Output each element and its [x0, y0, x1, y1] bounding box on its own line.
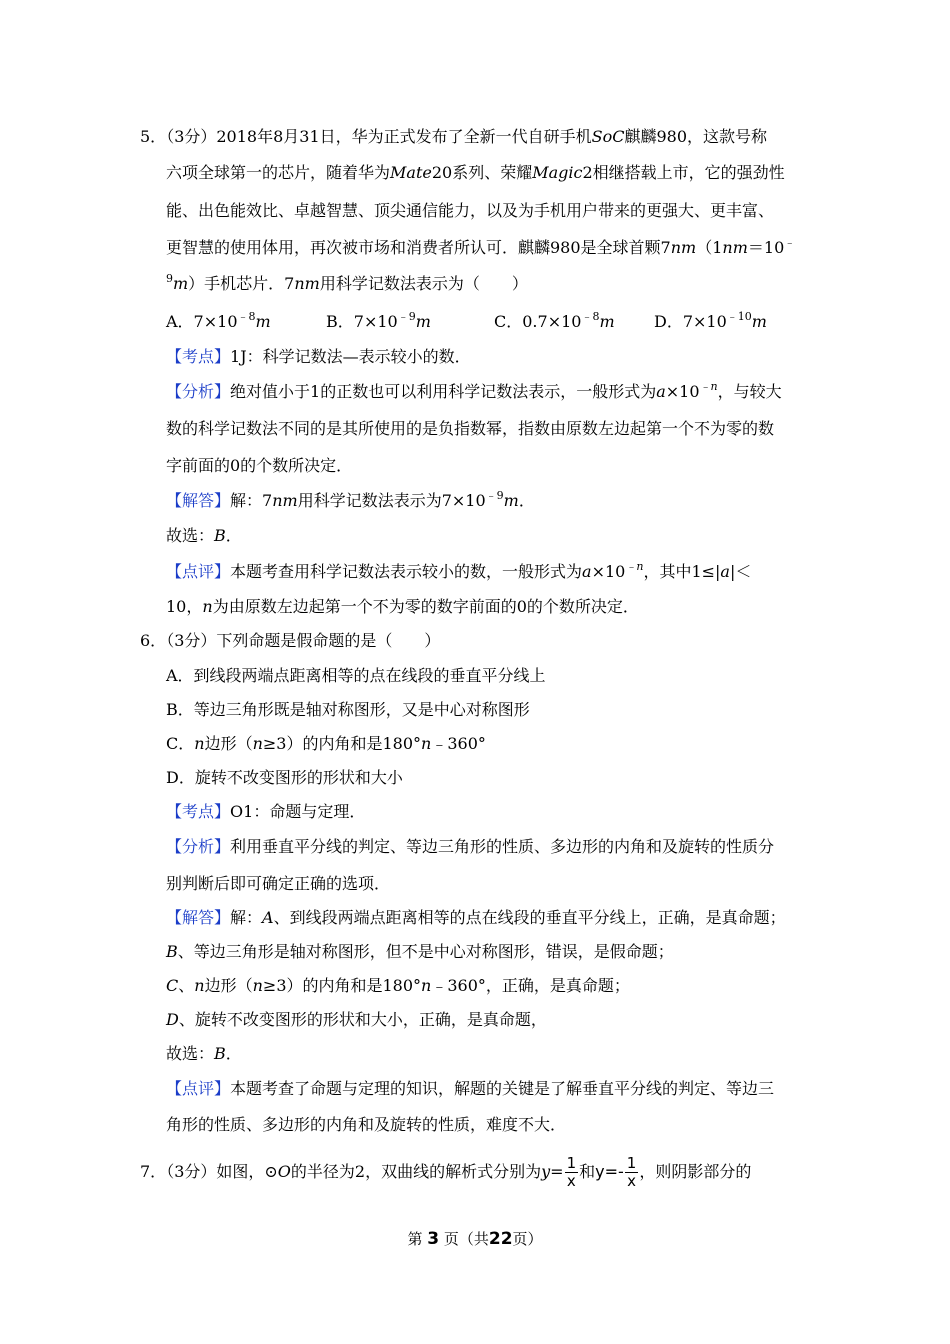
- q5-jieda: [0, 490, 950, 512]
- q5-nm: nm: [294, 274, 320, 293]
- q6-option-d[interactable]: [0, 767, 950, 789]
- fenxi-text: 别判断后即可确定正确的选项．: [166, 874, 391, 893]
- q5-option-d[interactable]: [654, 311, 767, 333]
- kaodian-tag: 【考点】: [166, 347, 231, 366]
- jieda-text: 用科学记数法表示为7×10: [297, 491, 486, 510]
- var-n: n: [202, 597, 213, 616]
- var-n: n: [421, 976, 432, 995]
- option-label: B．7×10: [326, 312, 398, 331]
- jieda-text: 解：7: [230, 491, 273, 510]
- q6-jieda-4: [0, 1009, 950, 1031]
- period: ．: [225, 1044, 242, 1063]
- dianping-text: 10，: [166, 597, 203, 616]
- q5-mate: Mate: [390, 163, 432, 182]
- var-D: D: [166, 1010, 179, 1029]
- kaodian-text: O1：命题与定理．: [230, 802, 366, 821]
- question-number: 5．: [140, 127, 167, 146]
- dianping-text: ，其中1≤|: [643, 562, 721, 581]
- q5-line-5: [0, 273, 950, 295]
- option-label: A．7×10: [166, 312, 238, 331]
- q5-text: （1: [696, 238, 723, 257]
- q5-text: 用科学记数法表示为（ ）: [319, 274, 528, 293]
- option-unit: m: [255, 312, 271, 331]
- fraction-numerator: 1: [566, 1154, 577, 1172]
- question-score: （3分）: [166, 127, 217, 146]
- fenxi-tag: 【分析】: [166, 382, 231, 401]
- q5-line-2: [0, 162, 950, 184]
- option-unit: m: [599, 312, 615, 331]
- option-text: 边形（: [204, 734, 253, 753]
- q5-kaodian: [0, 346, 950, 368]
- question-score: （3分）: [166, 631, 217, 650]
- page-footer: [0, 1228, 950, 1249]
- q5-text: 麒麟980，这款号称: [624, 127, 768, 146]
- question-number: 7．: [140, 1162, 167, 1181]
- q6-jieda-3: [0, 975, 950, 997]
- q6-stem: [0, 630, 950, 652]
- q6-jieda-1: [0, 907, 950, 929]
- q5-text: 能、出色能效比、卓越智慧、顶尖通信能力，以及为手机用户带来的更强大、更丰富、: [166, 201, 775, 220]
- jieda-text: 、等边三角形是轴对称图形，但不是中心对称图形，错误，是假命题；: [177, 942, 674, 961]
- q5-line-4: [0, 237, 950, 259]
- var-n: n: [194, 734, 205, 753]
- option-label: D．7×10: [654, 312, 727, 331]
- var-n: n: [252, 734, 263, 753]
- footer-text: 页（共: [443, 1230, 489, 1248]
- var-n: n: [421, 734, 432, 753]
- dianping-text: |＜: [729, 562, 752, 581]
- q5-guxuan: [0, 525, 950, 547]
- period: ．: [225, 526, 242, 545]
- q5-text: ）手机芯片．7: [188, 274, 295, 293]
- q6-option-a[interactable]: [0, 665, 950, 687]
- option-text: ≥3）的内角和是180°: [262, 734, 422, 753]
- question-score: （3分）: [166, 1162, 217, 1181]
- q5-line-3: [0, 200, 950, 222]
- fraction-1-over-x: [625, 1155, 639, 1190]
- option-text: D．旋转不改变图形的形状和大小: [166, 768, 403, 787]
- q6-dianping-2: [0, 1114, 950, 1136]
- dianping-text: 本题考查了命题与定理的知识，解题的关键是了解垂直平分线的判定、等边三: [230, 1079, 775, 1098]
- guxuan-text: 故选：: [166, 1044, 215, 1063]
- q5-soc: SoC: [591, 127, 625, 146]
- fenxi-text: ，与较大: [717, 382, 782, 401]
- guxuan-text: 故选：: [166, 526, 215, 545]
- jieda-text: ．: [518, 491, 535, 510]
- fenxi-text: 字前面的0的个数所决定．: [166, 456, 353, 475]
- q5-text: 2相继搭载上市，它的强劲性: [582, 163, 785, 182]
- fraction-numerator: 1: [626, 1154, 637, 1172]
- fenxi-tag: 【分析】: [166, 837, 231, 856]
- var-C: C: [166, 976, 179, 995]
- var-B: B: [166, 942, 178, 961]
- fenxi-text: 绝对值小于1的正数也可以利用科学记数法表示，一般形式为: [230, 382, 657, 401]
- q7-text: 的半径为2，双曲线的解析式分别为: [290, 1162, 542, 1181]
- q5-option-a[interactable]: [166, 311, 326, 333]
- option-text: A．到线段两端点距离相等的点在线段的垂直平分线上: [166, 666, 546, 685]
- jieda-tag: 【解答】: [166, 491, 231, 510]
- q5-m: m: [503, 491, 519, 510]
- jieda-text: 、到线段两端点距离相等的点在线段的垂直平分线上，正确，是真命题；: [273, 908, 786, 927]
- option-unit: m: [415, 312, 431, 331]
- exp-neg-n: ﹣n: [699, 380, 718, 393]
- var-n: n: [252, 976, 263, 995]
- fraction-denominator: x: [627, 1172, 636, 1190]
- jieda-tag: 【解答】: [166, 908, 231, 927]
- q6-guxuan: [0, 1043, 950, 1065]
- dianping-tag: 【点评】: [166, 562, 231, 581]
- question-number: 6．: [140, 631, 167, 650]
- q6-fenxi-2: [0, 873, 950, 895]
- jieda-text: 、旋转不改变图形的形状和大小，正确，是真命题，: [178, 1010, 547, 1029]
- var-O: O: [277, 1162, 291, 1181]
- jieda-exp: ﹣9: [485, 489, 504, 502]
- dianping-tag: 【点评】: [166, 1079, 231, 1098]
- q5-text: 2018年8月31日，华为正式发布了全新一代自研手机: [216, 127, 592, 146]
- q6-text: 下列命题是假命题的是（ ）: [216, 631, 441, 650]
- q7-text: ，则阴影部分的: [639, 1162, 752, 1181]
- q6-dianping-1: [0, 1078, 950, 1100]
- footer-text: 页）: [512, 1230, 543, 1248]
- q5-options: [0, 311, 950, 333]
- jieda-text: 、: [178, 976, 195, 995]
- option-exp: ﹣8: [237, 310, 256, 323]
- q5-dianping-1: [0, 561, 950, 583]
- jieda-text: 解：: [230, 908, 263, 927]
- q5-sup: 9: [166, 272, 173, 285]
- q6-jieda-2: [0, 941, 950, 963]
- q5-fenxi-2: [0, 418, 950, 440]
- kaodian-text: 1J：科学记数法—表示较小的数．: [230, 347, 471, 366]
- q5-option-c[interactable]: [494, 311, 654, 333]
- q5-m: m: [173, 274, 189, 293]
- q5-option-b[interactable]: [326, 311, 494, 333]
- q7-text: 如图，⊙: [216, 1162, 278, 1181]
- q7-text: 和y=-: [579, 1162, 624, 1181]
- q5-fenxi-1: [0, 381, 950, 403]
- q5-fenxi-3: [0, 455, 950, 477]
- q7-text: =: [550, 1162, 564, 1181]
- var-a: a: [582, 562, 592, 581]
- footer-text: 第: [407, 1230, 423, 1248]
- dianping-text: 为由原数左边起第一个不为零的数字前面的0的个数所决定．: [212, 597, 639, 616]
- fraction-1-over-x: [565, 1155, 579, 1190]
- q5-nm: nm: [272, 491, 298, 510]
- var-a: a: [656, 382, 666, 401]
- q5-text: 六项全球第一的芯片，随着华为: [166, 163, 391, 182]
- jieda-text: ≥3）的内角和是180°: [262, 976, 422, 995]
- option-text: ﹣360°: [431, 734, 486, 753]
- dianping-text: ×10: [591, 562, 626, 581]
- q5-text: 20系列、荣耀: [431, 163, 533, 182]
- fraction-denominator: x: [566, 1172, 576, 1190]
- answer: B: [214, 526, 226, 545]
- q5-text: ＝10: [747, 238, 785, 257]
- fenxi-text: 数的科学记数法不同的是其所使用的是负指数幂，指数由原数左边起第一个不为零的数: [166, 419, 775, 438]
- q7-stem: [0, 1152, 950, 1192]
- option-exp: ﹣9: [397, 310, 416, 323]
- q6-fenxi-1: [0, 836, 950, 858]
- page-number: 3: [427, 1229, 440, 1249]
- fenxi-text: ×10: [665, 382, 700, 401]
- dianping-text: 本题考查用科学记数法表示较小的数，一般形式为: [230, 562, 583, 581]
- q5-sup: ﹣: [784, 236, 796, 249]
- var-n: n: [194, 976, 205, 995]
- option-text: B．等边三角形既是轴对称图形，又是中心对称图形: [166, 700, 530, 719]
- option-unit: m: [751, 312, 767, 331]
- var-y: y: [541, 1162, 551, 1181]
- q6-kaodian: [0, 801, 950, 823]
- q6-option-c[interactable]: [0, 733, 950, 755]
- option-text: C．: [166, 734, 195, 753]
- q6-option-b[interactable]: [0, 699, 950, 721]
- option-exp: ﹣10: [726, 310, 752, 323]
- exp-neg-n: ﹣n: [625, 560, 644, 573]
- kaodian-tag: 【考点】: [166, 802, 231, 821]
- fenxi-text: 利用垂直平分线的判定、等边三角形的性质、多边形的内角和及旋转的性质分: [230, 837, 775, 856]
- total-pages: 22: [488, 1229, 513, 1249]
- answer: B: [214, 1044, 226, 1063]
- option-label: C．0.7×10: [494, 312, 582, 331]
- q5-text: 更智慧的使用体用，再次被市场和消费者所认可．麒麟980是全球首颗7: [166, 238, 671, 257]
- jieda-text: 边形（: [204, 976, 253, 995]
- q5-nm: nm: [722, 238, 748, 257]
- jieda-text: ﹣360°，正确，是真命题；: [431, 976, 630, 995]
- q5-magic: Magic: [532, 163, 583, 182]
- var-A: A: [262, 908, 274, 927]
- q5-nm: nm: [670, 238, 697, 257]
- q5-dianping-2: [0, 596, 950, 618]
- dianping-text: 角形的性质、多边形的内角和及旋转的性质，难度不大．: [166, 1115, 567, 1134]
- var-a: a: [720, 562, 730, 581]
- q5-line-1: [0, 126, 950, 148]
- option-exp: ﹣8: [581, 310, 600, 323]
